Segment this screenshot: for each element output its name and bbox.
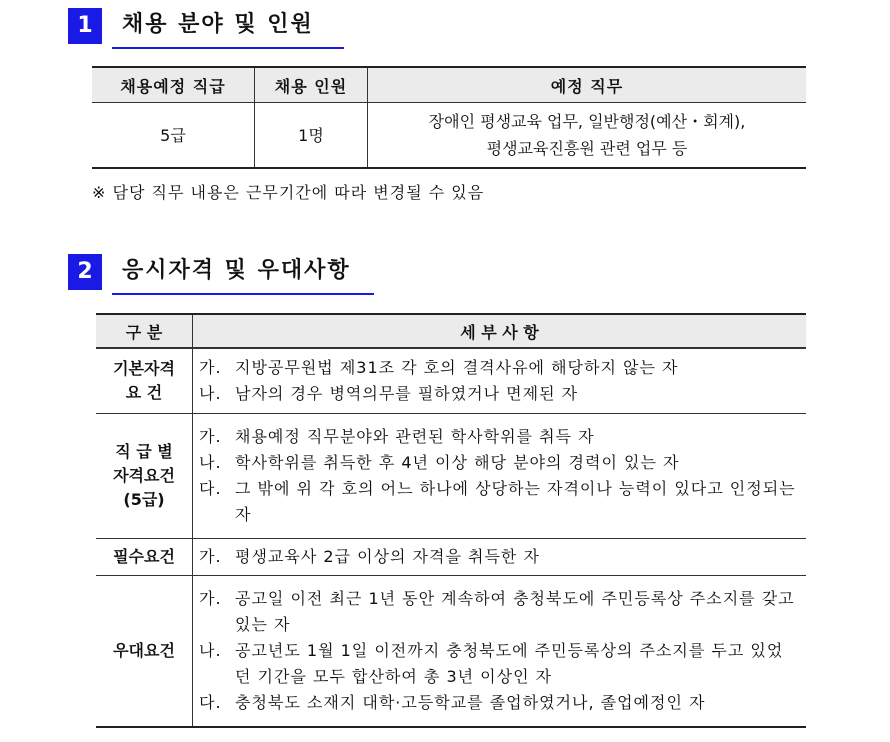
item-text: 평생교육사 2급 이상의 자격을 취득한 자 — [235, 547, 540, 566]
list-item — [199, 424, 798, 450]
list-item — [199, 381, 798, 407]
recruitment-table — [92, 66, 806, 169]
section2-number: 2 — [68, 254, 102, 290]
list-item — [199, 544, 798, 570]
header-details: 세 부 사 항 — [193, 314, 807, 348]
item-marker: 가. — [199, 427, 222, 446]
list-item — [199, 586, 798, 638]
table-row — [96, 348, 806, 414]
item-marker: 다. — [199, 693, 222, 712]
category-cell — [96, 348, 193, 414]
count-cell: 1명 — [255, 103, 368, 169]
duty-note: ※ 담당 직무 내용은 근무기간에 따라 변경될 수 있음 — [92, 183, 485, 202]
category-line: 기본자격 — [113, 359, 175, 378]
category-line: 요 건 — [125, 383, 163, 402]
category-line: 자격요건 — [113, 466, 175, 485]
details-cell — [193, 348, 807, 414]
category-cell — [96, 576, 193, 728]
item-text: 남자의 경우 병역의무를 필하였거나 면제된 자 — [235, 384, 579, 403]
list-item — [199, 450, 798, 476]
duty-cell — [368, 103, 807, 169]
item-text: 학사학위를 취득한 후 4년 이상 해당 분야의 경력이 있는 자 — [235, 453, 680, 472]
item-text: 공고년도 1월 1일 이전까지 충청북도에 주민등록상의 주소지를 두고 있었던 기간을 모두 합산하여 총 3년 이상인 자 — [235, 641, 784, 686]
duty-line: 평생교육진흥원 관련 업무 등 — [486, 139, 688, 158]
header-grade: 채용예정 직급 — [92, 67, 255, 103]
section1-title: 채용 분야 및 인원 — [122, 12, 314, 37]
item-marker: 나. — [199, 641, 222, 660]
table-row — [92, 103, 806, 169]
table-row — [96, 576, 806, 728]
item-marker: 가. — [199, 589, 222, 608]
details-cell — [193, 539, 807, 576]
item-marker: 나. — [199, 453, 222, 472]
table-row — [96, 414, 806, 539]
list-item — [199, 476, 798, 528]
list-item — [199, 355, 798, 381]
category-cell — [96, 414, 193, 539]
section2-underline — [112, 293, 374, 295]
qualification-table — [96, 313, 806, 728]
section2-title: 응시자격 및 우대사항 — [122, 258, 351, 283]
list-item — [199, 690, 798, 716]
section1-number: 1 — [68, 8, 102, 44]
grade-cell: 5급 — [92, 103, 255, 169]
list-item — [199, 638, 798, 690]
details-cell — [193, 414, 807, 539]
item-text: 충청북도 소재지 대학·고등학교를 졸업하였거나, 졸업예정인 자 — [235, 693, 706, 712]
category-cell — [96, 539, 193, 576]
header-category: 구 분 — [96, 314, 193, 348]
header-duty: 예정 직무 — [368, 67, 807, 103]
item-marker: 가. — [199, 358, 222, 377]
item-text: 채용예정 직무분야와 관련된 학사학위를 취득 자 — [235, 427, 595, 446]
category-line: 우대요건 — [113, 641, 175, 660]
section1-underline — [112, 47, 344, 49]
details-cell — [193, 576, 807, 728]
category-line: 직 급 별 — [115, 442, 173, 461]
header-count: 채용 인원 — [255, 67, 368, 103]
item-text: 지방공무원법 제31조 각 호의 결격사유에 해당하지 않는 자 — [235, 358, 679, 377]
table-row — [96, 539, 806, 576]
item-marker: 다. — [199, 479, 222, 498]
item-text: 공고일 이전 최근 1년 동안 계속하여 충청북도에 주민등록상 주소지를 갖고 있는 자 — [235, 589, 795, 634]
duty-line: 장애인 평생교육 업무, 일반행정(예산・회계), — [428, 112, 746, 131]
category-line: (5급) — [123, 490, 165, 509]
item-marker: 가. — [199, 547, 222, 566]
item-text: 그 밖에 위 각 호의 어느 하나에 상당하는 자격이나 능력이 있다고 인정되는 자 — [235, 479, 796, 524]
category-line: 필수요건 — [113, 547, 175, 566]
item-marker: 나. — [199, 384, 222, 403]
